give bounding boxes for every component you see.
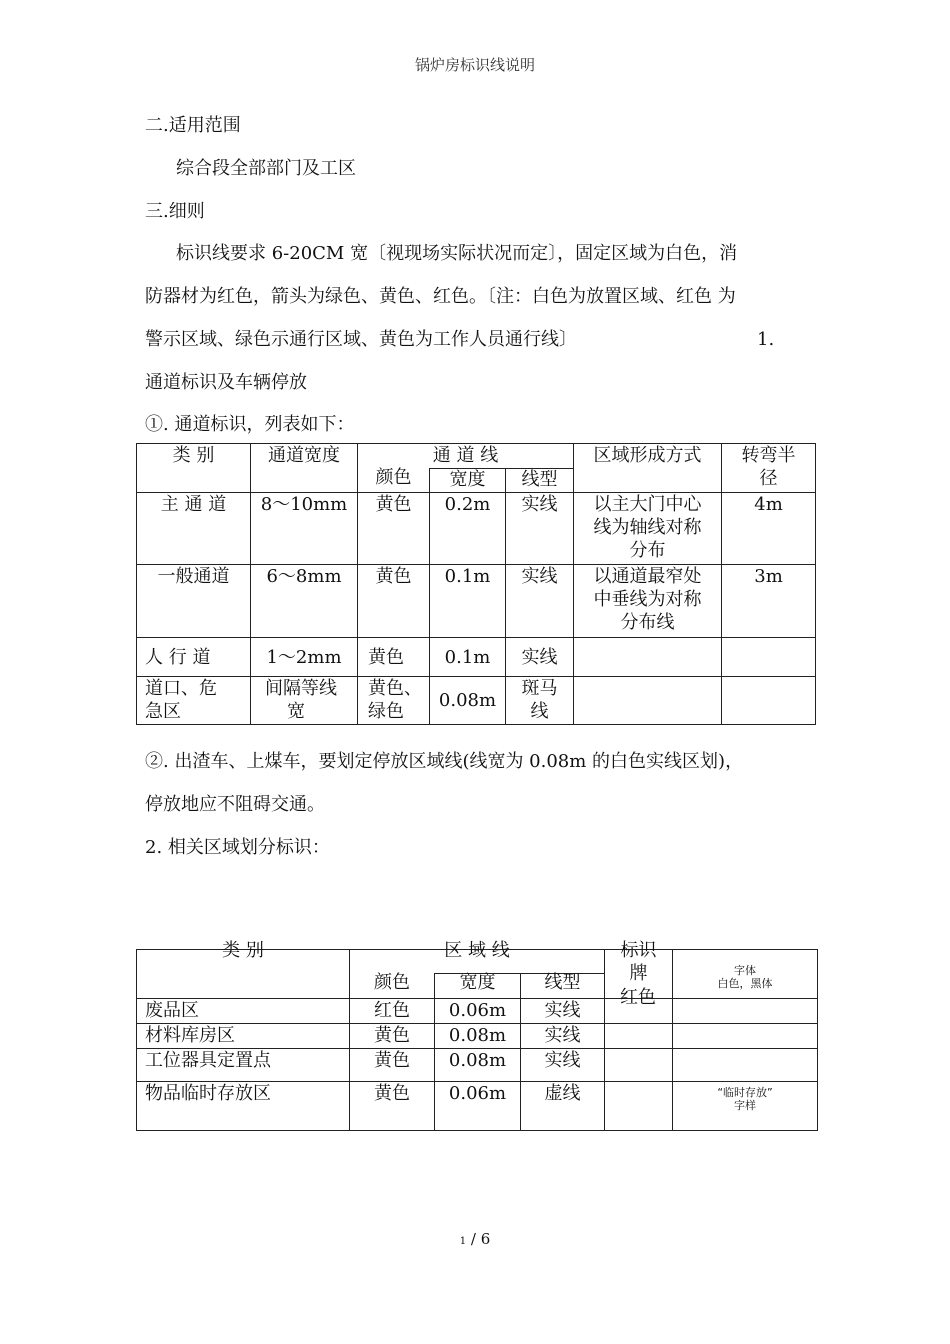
- th-font-1: 字体: [734, 964, 757, 977]
- cell-style: 实线: [521, 999, 605, 1024]
- page-footer: [0, 1230, 950, 1248]
- cell-form-3: 分布线: [620, 612, 675, 633]
- cell-empty: [605, 1082, 673, 1131]
- cell-style: 实线: [506, 493, 574, 565]
- th-style: 线型: [521, 974, 605, 999]
- section-2-title: 二.适用范围: [145, 115, 241, 136]
- cell-type: [137, 677, 251, 725]
- para-1-number: 1.: [757, 329, 775, 350]
- cell-color: 黄色: [350, 1049, 435, 1082]
- cell-empty: [722, 677, 816, 725]
- cell-style-1: 斑马: [521, 678, 558, 699]
- cell-style: 实线: [506, 565, 574, 638]
- cell-type: 主 通 道: [137, 493, 251, 565]
- cell-lw: 0.08m: [435, 1049, 521, 1082]
- th-radius-2: 径: [759, 468, 778, 489]
- section-2-body: 综合段全部部门及工区: [176, 158, 356, 179]
- table-row: [137, 677, 816, 725]
- cell-form-1: 以主大门中心: [593, 494, 702, 515]
- th-sign-2: 牌: [629, 963, 648, 984]
- cell-empty: [673, 1049, 818, 1082]
- th-radius: [722, 444, 816, 493]
- cell-style: 实线: [521, 1024, 605, 1049]
- cell-empty: [574, 638, 722, 677]
- subsection-1-title: 通道标识及车辆停放: [145, 372, 307, 393]
- th-style: 线型: [506, 469, 574, 493]
- th-lw: 宽度: [435, 974, 521, 999]
- subsection-2-title: 2. 相关区域划分标识：: [145, 837, 330, 858]
- cell-color: [358, 677, 430, 725]
- page-number: 1: [459, 1236, 467, 1247]
- cell-color: 黄色: [358, 565, 430, 638]
- cell-lw: 0.08m: [435, 1024, 521, 1049]
- cell-type-1: 道口、危: [145, 678, 217, 699]
- cell-empty: [673, 999, 818, 1024]
- cell-color: 黄色: [350, 1024, 435, 1049]
- cell-color: 黄色: [358, 493, 430, 565]
- cell-type-2: 急区: [145, 701, 181, 722]
- cell-width: [251, 677, 358, 725]
- cell-form-2: 中垂线为对称: [593, 589, 702, 610]
- th-sign-1: 标识: [620, 940, 657, 961]
- th-area-text: 区 域 线: [444, 940, 510, 961]
- th-font: [673, 950, 818, 999]
- cell-form: [574, 493, 722, 565]
- table-row: [137, 638, 816, 677]
- cell-empty: [605, 1024, 673, 1049]
- th-type: 类 别: [137, 444, 251, 493]
- cell-empty: [605, 1049, 673, 1082]
- cell-empty: [722, 638, 816, 677]
- th-area: [350, 940, 605, 974]
- cell-lw: 0.06m: [435, 999, 521, 1024]
- cell-radius: 3m: [722, 565, 816, 638]
- th-lw: 宽度: [430, 469, 506, 493]
- cell-style: 实线: [506, 638, 574, 677]
- cell-width: 6～8mm: [251, 565, 358, 638]
- channel-table: [136, 443, 816, 725]
- cell-width-2: 宽: [287, 701, 305, 722]
- section-3-title: 三.细则: [145, 201, 205, 222]
- table-row: [137, 493, 816, 565]
- cell-empty: [673, 1024, 818, 1049]
- cell-note-2: 字样: [734, 1099, 757, 1112]
- cell-style-2: 线: [530, 701, 549, 722]
- cell-type: 人 行 道: [137, 638, 251, 677]
- cell-color: 黄色: [350, 1082, 435, 1131]
- subsection-1b-line-1: ②. 出渣车、上煤车，要划定停放区域线(线宽为 0.08m 的白色实线区划)，: [145, 751, 744, 772]
- cell-lw: 0.1m: [430, 565, 506, 638]
- cell-lw: 0.1m: [430, 638, 506, 677]
- cell-type: 材料库房区: [137, 1024, 350, 1049]
- cell-radius: 4m: [722, 493, 816, 565]
- table-row: [137, 1049, 818, 1082]
- th-color: 颜色: [358, 469, 430, 493]
- th-line: 通 道 线: [358, 444, 574, 469]
- table-row: [137, 1024, 818, 1049]
- cell-color: 黄色: [358, 638, 430, 677]
- cell-type: 一般通道: [137, 565, 251, 638]
- cell-width-1: 间隔等线: [265, 678, 337, 699]
- table-row: [137, 565, 816, 638]
- cell-style: [506, 677, 574, 725]
- cell-style: 实线: [521, 1049, 605, 1082]
- th-radius-1: 转弯半: [741, 445, 796, 466]
- sign-red-text: 红色: [620, 987, 656, 1008]
- cell-form-3: 分布: [629, 540, 666, 561]
- cell-width: 1～2mm: [251, 638, 358, 677]
- cell-type: 工位器具定置点: [137, 1049, 350, 1082]
- cell-empty: [574, 677, 722, 725]
- table-row: [137, 1082, 818, 1131]
- cell-note: [673, 1082, 818, 1131]
- cell-width: 8～10mm: [251, 493, 358, 565]
- cell-form-1: 以通道最窄处: [593, 566, 702, 587]
- th-color: 颜色: [350, 974, 435, 999]
- page-header: 锅炉房标识线说明: [414, 56, 535, 74]
- subsection-1a: ①. 通道标识，列表如下：: [145, 414, 355, 435]
- th-type-text: 类 别: [222, 940, 264, 961]
- table-row: [137, 999, 818, 1024]
- subsection-1b-line-2: 停放地应不阻碍交通。: [145, 794, 325, 815]
- cell-type: 废品区: [137, 999, 350, 1024]
- cell-note-1: “临时存放”: [717, 1086, 773, 1099]
- para-1-line-3: 警示区域、绿色示通行区域、黄色为工作人员通行线〕: [145, 329, 577, 350]
- th-width: 通道宽度: [251, 444, 358, 493]
- cell-lw: 0.08m: [430, 677, 506, 725]
- th-font-2: 白色，黑体: [717, 977, 773, 990]
- th-type: [137, 940, 350, 999]
- cell-lw: 0.2m: [430, 493, 506, 565]
- page-total: / 6: [470, 1230, 491, 1248]
- cell-form-2: 线为轴线对称: [593, 517, 702, 538]
- cell-lw: 0.06m: [435, 1082, 521, 1131]
- cell-color-1: 黄色、: [368, 678, 422, 699]
- cell-type: 物品临时存放区: [137, 1082, 350, 1131]
- area-table: [136, 940, 818, 1131]
- cell-color: 红色: [350, 999, 435, 1024]
- cell-color-2: 绿色: [368, 701, 404, 722]
- th-form: 区域形成方式: [574, 444, 722, 493]
- cell-form: [574, 565, 722, 638]
- para-1-line-2: 防器材为红色，箭头为绿色、黄色、红色。〔注：白色为放置区域、红色 为: [145, 286, 736, 307]
- para-1-line-1: 标识线要求 6-20CM 宽〔视现场实际状况而定〕，固定区域为白色，消: [176, 243, 738, 264]
- cell-style: 虚线: [521, 1082, 605, 1131]
